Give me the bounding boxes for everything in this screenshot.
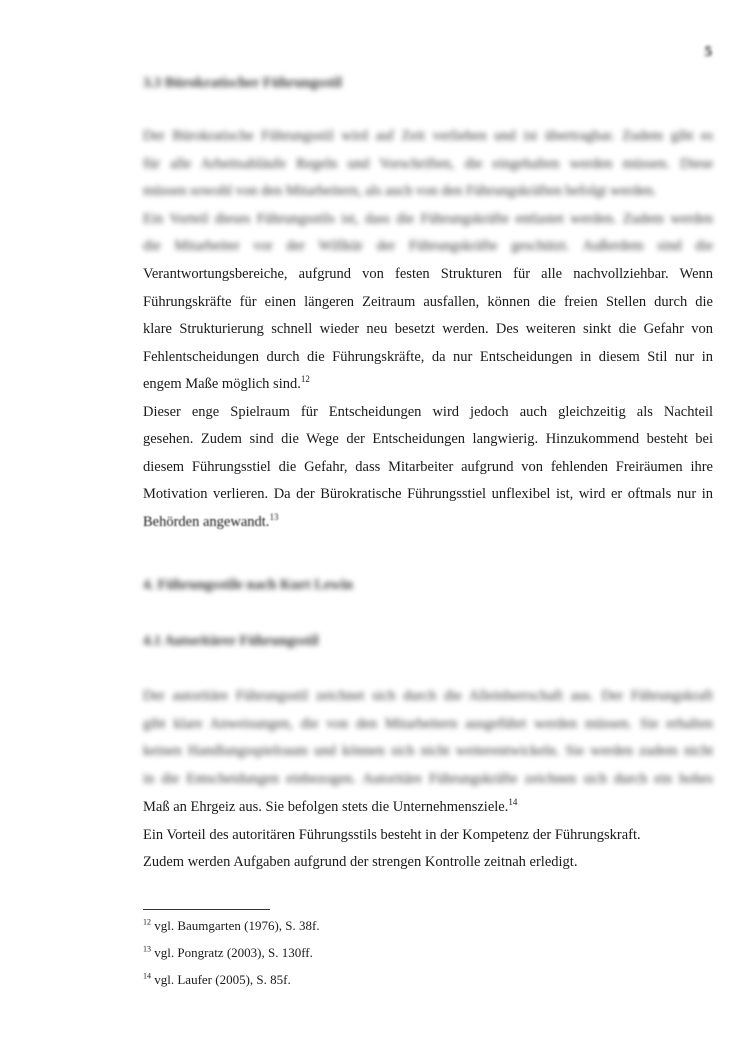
text-line: Behörden angewandt.$^{13}$ (143, 511, 279, 530)
section-3-3-blurred-text (143, 123, 713, 261)
footnote-ref: 14 (508, 797, 518, 808)
text-line: gesehen. Zudem sind die Wege der Entscheidungen langwierig. Hinzukommend besteht bei (143, 431, 713, 447)
section-heading-4: 4. Führungsstile nach Kurt Lewin (143, 577, 353, 593)
text-line: müssen sowohl von den Mitarbeitern, als auch von den Führungskräften befolgt werden. (143, 183, 657, 199)
text-line: Ein Vorteil des autoritären Führungsstils besteht in der Kompetenz der Führungskraft. (143, 826, 641, 843)
text-line: Der Bürokratische Führungsstil wird auf Zeit verliehen und ist übertragbar. Zudem gibt es (143, 128, 713, 144)
text-line: keinen Handlungsspielraum und können sich nicht weiterentwickeln. Sie werden zudem nicht (143, 743, 713, 759)
section-4-1-blurred-text (143, 683, 713, 793)
text-line: Dieser enge Spielraum für Entscheidungen wird jedoch auch gleichzeitig als Nachteil (143, 403, 713, 420)
text-line: Motivation verlieren. Da der Bürokratische Führungsstiel unflexibel ist, wird er oftmals nur in (143, 486, 713, 502)
text-line: Maß an Ehrgeiz aus. Sie befolgen stets die Unternehmensziele.$^{14}$ (143, 797, 518, 815)
section-3-3-body (143, 261, 713, 536)
text-line: in die Entscheidungen einbezogen. Autoritäre Führungskräfte zeichnen sich durch ein hohes (143, 770, 713, 787)
text-line: Zudem werden Aufgaben aufgrund der strengen Kontrolle zeitnah erledigt. (143, 854, 578, 870)
section-4-1-body (143, 794, 713, 877)
text-line: Ein Vorteil dieses Führungsstils ist, dass die Führungskräfte entlastet werden. Zudem werden (143, 210, 713, 227)
text-line: engem Maße möglich sind.$^{12}$ (143, 374, 310, 392)
text-line: klare Strukturierung schnell wieder neu besetzt werden. Des weiteren sinkt die Gefahr von (143, 321, 713, 337)
text-line: Verantwortungsbereiche, aufgrund von festen Strukturen für alle nachvollziehbar. Wenn (143, 266, 713, 282)
text-line: diesem Führungsstiel die Gefahr, dass Mitarbeiter aufgrund von fehlenden Freiräumen ihre (143, 458, 713, 475)
footnote-ref: 13 (269, 511, 279, 522)
footnote-divider (143, 909, 270, 910)
footnote: $^{14}$ vgl. Laufer (2005), S. 85f. (143, 971, 291, 987)
footnote-ref: 12 (300, 374, 310, 385)
text-line: für alle Arbeitsabläufe Regeln und Vorschriften, die eingehalten werden müssen. Diese (143, 155, 713, 172)
footnote: $^{12}$ vgl. Baumgarten (1976), S. 38f. (143, 917, 320, 933)
text-line: Der autoritäre Führungsstil zeichnet sich durch die Alleinherrschaft aus. Der Führungskraft (143, 688, 713, 704)
page-number: 5 (704, 44, 712, 60)
text-line: Fehlentscheidungen durch die Führungskräfte, da nur Entscheidungen in diesem Stil nur in (143, 348, 713, 365)
section-heading-3-3: 3.3 Bürokratischer Führungsstil (143, 75, 342, 91)
section-heading-4-1: 4.1 Autoritärer Führungsstil (143, 633, 319, 649)
text-line: Führungskräfte für einen längeren Zeitraum ausfallen, können die freien Stellen durch die (143, 293, 713, 310)
text-line: die Mitarbeiter vor der Willkür der Führungskräfte geschützt. Außerdem sind die (143, 238, 713, 254)
footnote: $^{13}$ vgl. Pongratz (2003), S. 130ff. (143, 944, 313, 960)
text-line: gibt klare Anweisungen, die von den Mitarbeitern ausgeführt werden müssen. Sie erhalten (143, 715, 713, 732)
